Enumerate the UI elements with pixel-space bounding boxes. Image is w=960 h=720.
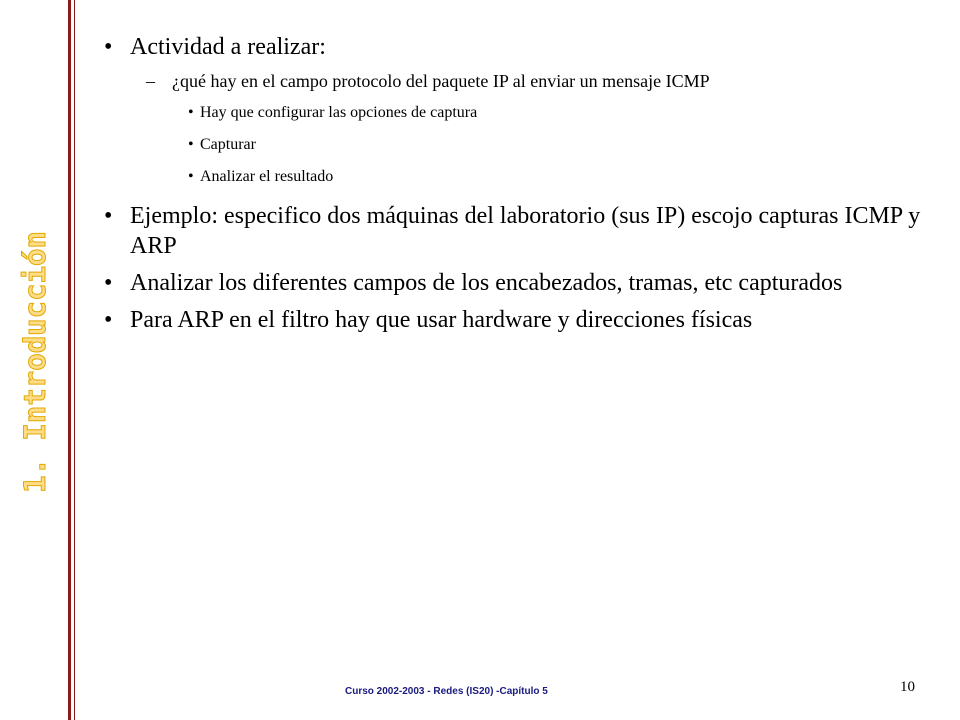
dash-icon: – bbox=[146, 71, 155, 91]
section-title-text: 1. Introducción bbox=[18, 231, 52, 493]
bullet-analyze bbox=[104, 268, 940, 298]
subbullet-question bbox=[104, 69, 940, 93]
subsubbullet-text: Hay que configurar las opciones de captura bbox=[200, 104, 478, 121]
bullet-activity bbox=[104, 32, 940, 62]
bullet-text: Ejemplo: especifico dos máquinas del laboratorio (sus IP) escojo capturas ICMP y ARP bbox=[130, 203, 921, 259]
subsubbullet-step2 bbox=[104, 135, 940, 155]
section-title-vertical bbox=[14, 232, 56, 492]
bullet-text: Para ARP en el filtro hay que usar hardware y direcciones físicas bbox=[130, 307, 753, 333]
slide-body bbox=[104, 32, 940, 342]
subbullet-text: ¿qué hay en el campo protocolo del paquete IP al enviar un mensaje ICMP bbox=[172, 71, 710, 91]
bullet-example bbox=[104, 201, 940, 261]
subsubbullet-text: Analizar el resultado bbox=[200, 168, 334, 185]
margin-rule-thick bbox=[68, 0, 71, 720]
page-number: 10 bbox=[900, 679, 915, 695]
subsubbullet-text: Capturar bbox=[200, 136, 256, 153]
bullet-arp bbox=[104, 305, 940, 335]
bullet-icon: • bbox=[188, 136, 194, 153]
bullet-icon: • bbox=[104, 34, 113, 60]
bullet-text: Actividad a realizar: bbox=[130, 34, 326, 60]
bullet-icon: • bbox=[104, 307, 113, 333]
bullet-icon: • bbox=[104, 270, 113, 296]
bullet-icon: • bbox=[188, 168, 194, 185]
bullet-icon: • bbox=[104, 203, 113, 229]
subsubbullet-step3 bbox=[104, 167, 940, 187]
margin-rule-thin bbox=[74, 0, 75, 720]
bullet-icon: • bbox=[188, 104, 194, 121]
subsubbullet-step1 bbox=[104, 103, 940, 123]
bullet-text: Analizar los diferentes campos de los encabezados, tramas, etc capturados bbox=[130, 270, 843, 296]
slide-footer: Curso 2002-2003 - Redes (IS20) -Capítulo 5 bbox=[345, 686, 548, 697]
